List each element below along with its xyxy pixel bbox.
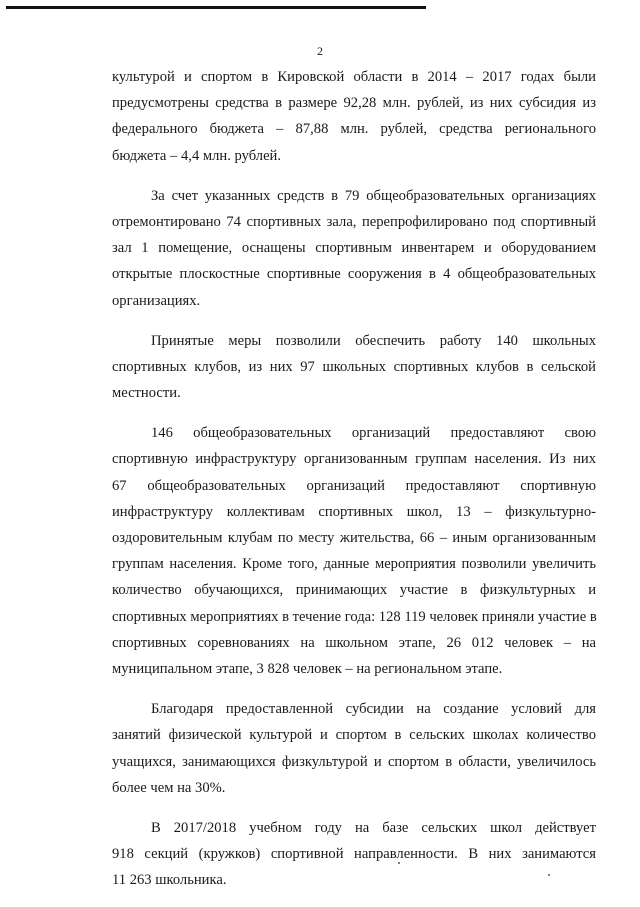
text-line: спортивных мероприятиях в течение года: 128 119 человек приняли участие в xyxy=(112,608,597,625)
text-line: 918 секций (кружков) спортивной направленности. В них занимаются xyxy=(112,846,596,863)
text-line: количество обучающихся, принимающих участие в физкультурных и xyxy=(112,582,596,599)
text-line: бюджета – 4,4 млн. рублей. xyxy=(112,147,282,164)
text-line: спортивных клубов, из них 97 школьных спортивных клубов в сельской xyxy=(112,358,596,375)
document-body xyxy=(112,64,596,907)
scan-speck xyxy=(398,862,400,864)
text-line: 67 общеобразовательных организаций предоставляют спортивную xyxy=(112,477,596,494)
text-line: более чем на 30%. xyxy=(112,779,226,796)
paragraph-1 xyxy=(112,64,596,169)
text-line: 146 общеобразовательных организаций предоставляют свою xyxy=(151,425,596,442)
paragraph-5 xyxy=(112,696,596,801)
text-line: спортивных соревнованиях на школьном этапе, 26 012 человек – на xyxy=(112,634,596,651)
page-number: 2 xyxy=(317,44,323,58)
text-line: местности. xyxy=(112,385,181,402)
text-line: занятий физической культурой и спортом в сельских школах количество xyxy=(112,727,596,744)
text-line: Благодаря предоставленной субсидии на создание условий для xyxy=(151,701,596,718)
text-line: муниципальном этапе, 3 828 человек – на региональном этапе. xyxy=(112,660,503,677)
top-rule xyxy=(6,6,426,9)
text-line: В 2017/2018 учебном году на базе сельских школ действует xyxy=(151,819,596,836)
paragraph-3 xyxy=(112,328,596,407)
text-line: предусмотрены средства в размере 92,28 млн. рублей, из них субсидия из xyxy=(112,95,596,112)
text-line: организациях. xyxy=(112,292,201,309)
text-line: Принятые меры позволили обеспечить работу 140 школьных xyxy=(151,332,596,349)
text-line: 11 263 школьника. xyxy=(112,872,227,889)
paragraph-6 xyxy=(112,815,596,894)
text-line: зал 1 помещение, оснащены спортивным инвентарем и оборудованием xyxy=(112,240,596,257)
text-line: учащихся, занимающихся физкультурой и спортом в области, увеличилось xyxy=(112,753,596,770)
text-line: спортивную инфраструктуру организованным группам населения. Из них xyxy=(112,451,596,468)
paragraph-2 xyxy=(112,183,596,314)
text-line: федерального бюджета – 87,88 млн. рублей, средства регионального xyxy=(112,121,596,138)
text-line: оздоровительным клубам по месту жительства, 66 – иным организованным xyxy=(112,530,596,546)
text-line: группам населения. Кроме того, данные мероприятия позволили увеличить xyxy=(112,556,596,573)
paragraph-4 xyxy=(112,420,596,682)
scan-speck xyxy=(548,874,550,876)
text-line: инфраструктуру коллективам спортивных школ, 13 – физкультурно- xyxy=(112,503,596,520)
text-line: За счет указанных средств в 79 общеобразовательных организациях xyxy=(151,187,596,204)
text-line: открытые плоскостные спортивные сооружения в 4 общеобразовательных xyxy=(112,266,596,283)
text-line: отремонтировано 74 спортивных зала, перепрофилировано под спортивный xyxy=(112,213,596,230)
text-line: культурой и спортом в Кировской области в 2014 – 2017 годах были xyxy=(112,69,596,85)
